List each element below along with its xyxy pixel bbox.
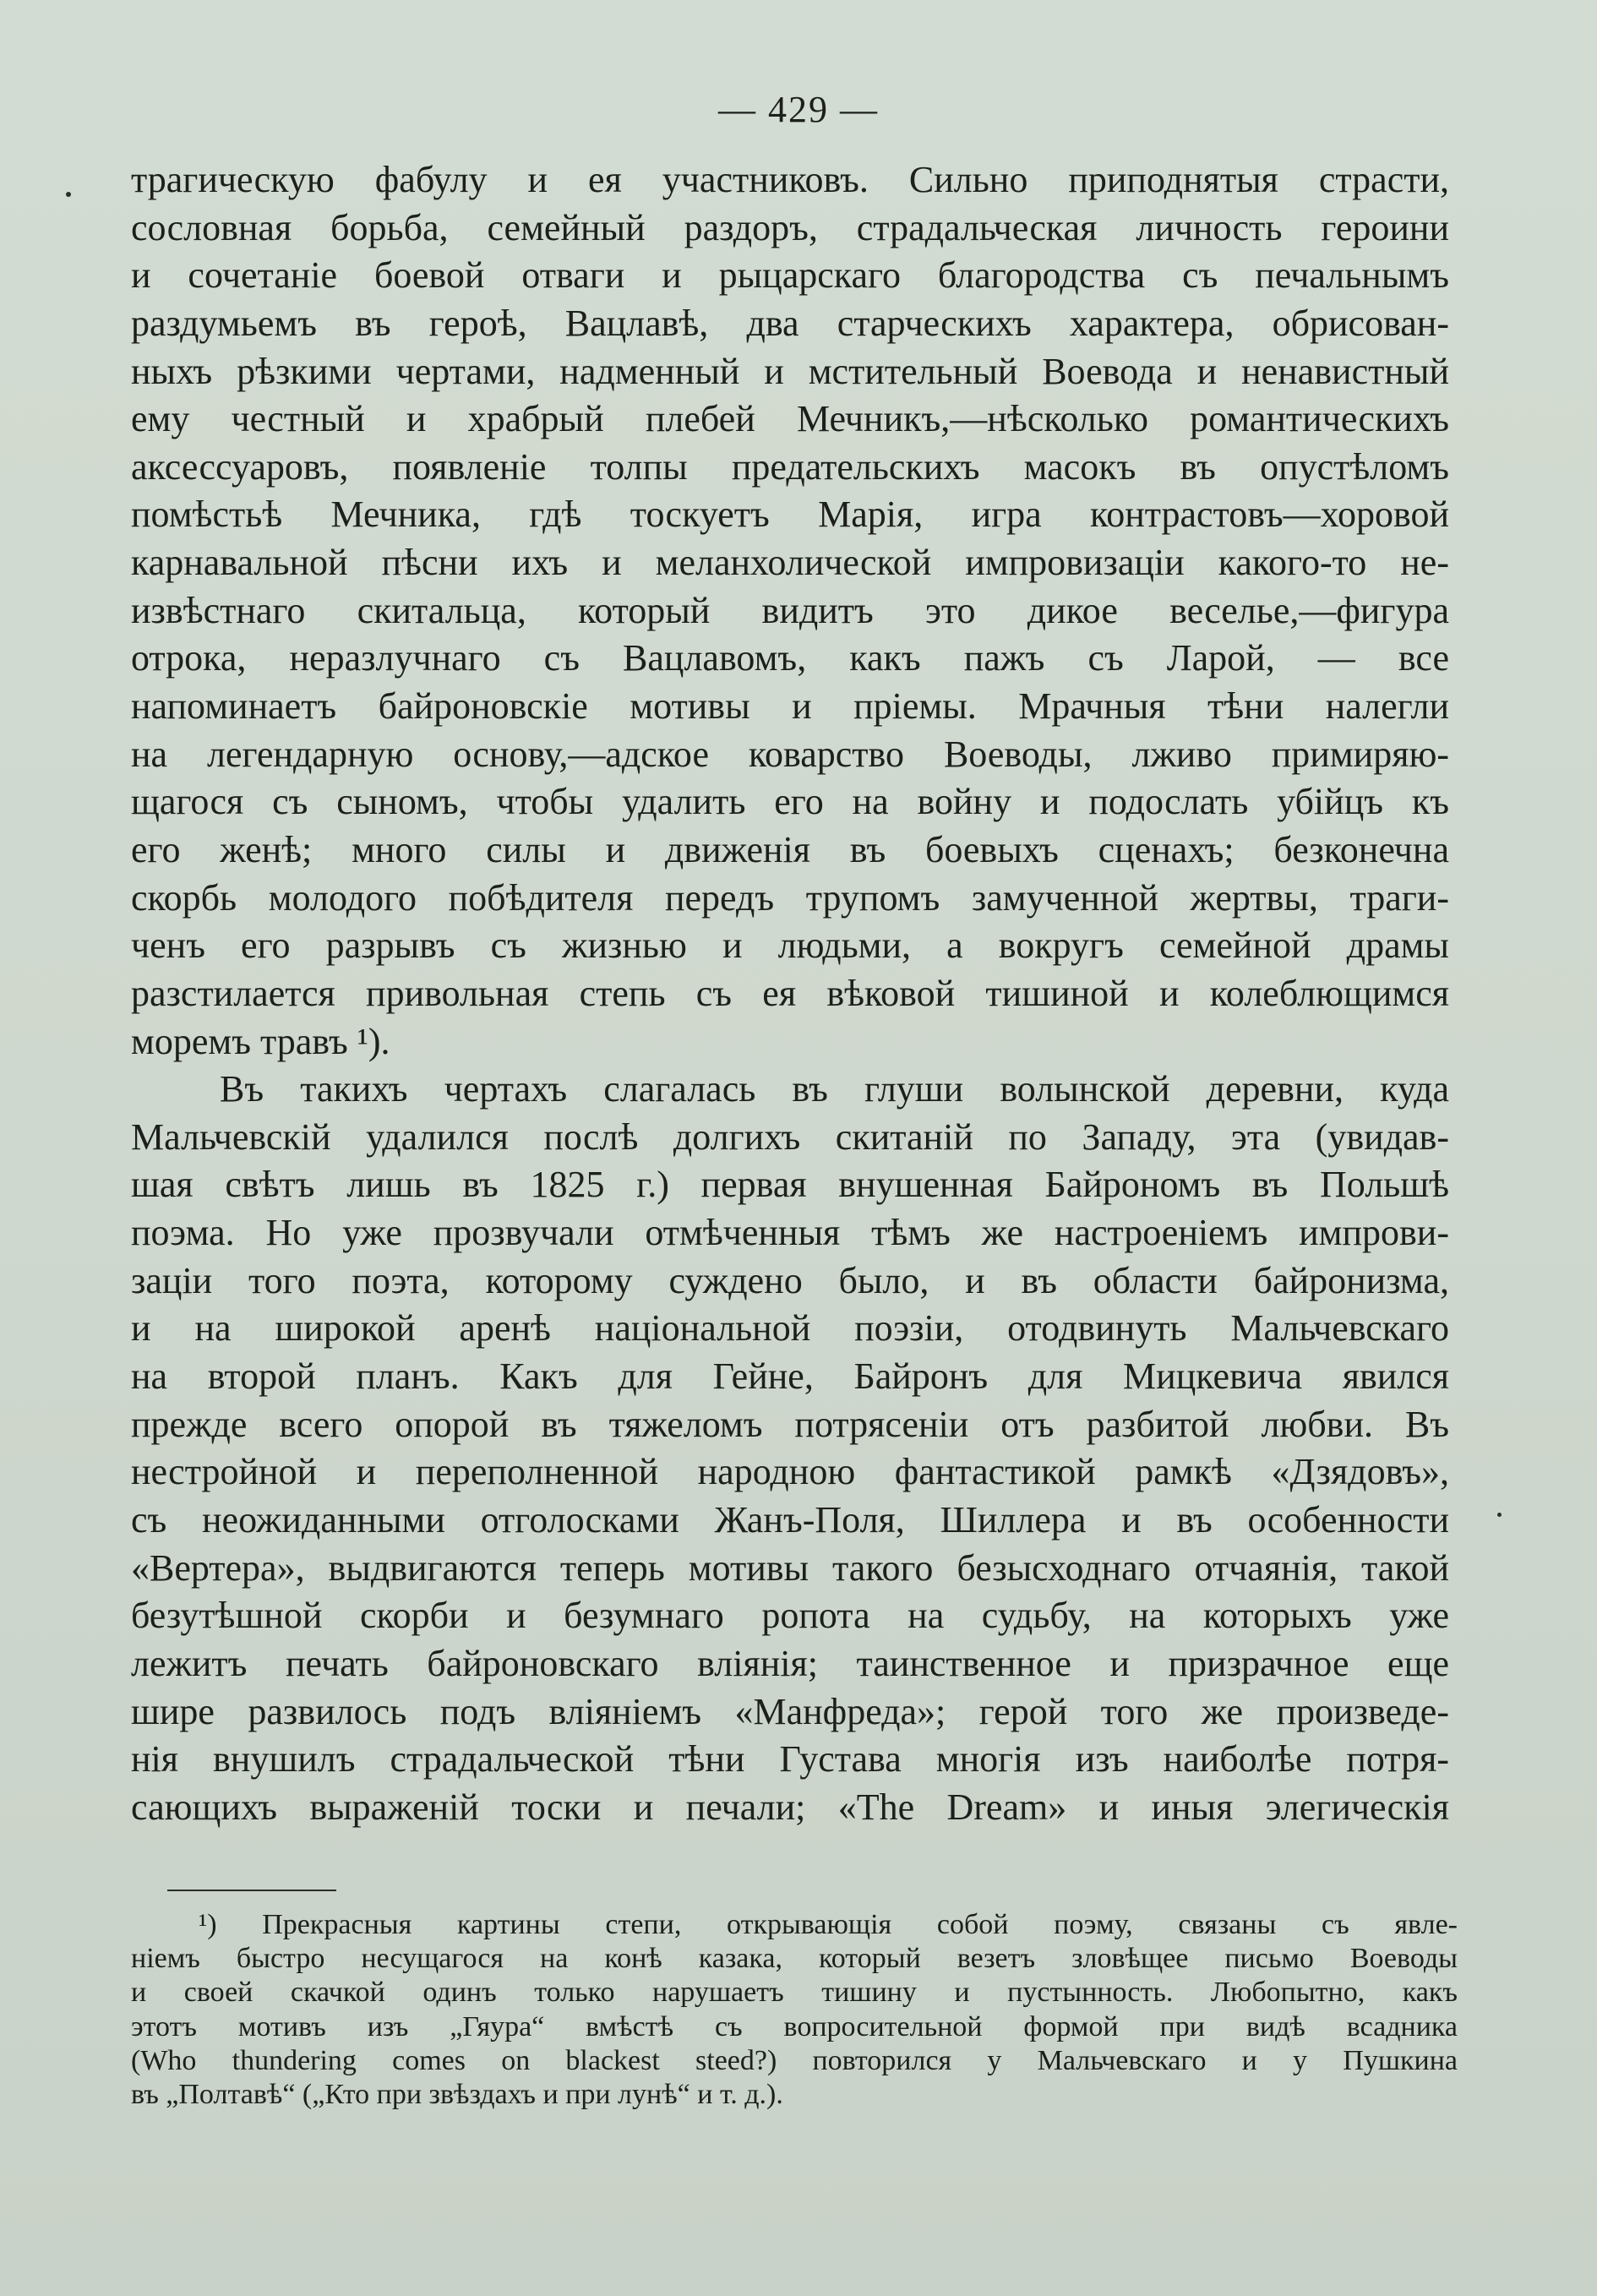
text-line: «Вертера», выдвигаются теперь мотивы такого безысходнаго отчаянія, такой bbox=[131, 1546, 1449, 1589]
text-line: нестройной и переполненной народною фантастикой рамкѣ «Дзядовъ», bbox=[131, 1451, 1449, 1493]
text-line: безутѣшной скорби и безумнаго ропота на судьбу, на которыхъ уже bbox=[131, 1595, 1449, 1637]
footnote bbox=[131, 1908, 1458, 2112]
text-line: отрока, неразлучнаго съ Вацлавомъ, какъ пажъ съ Ларой, — все bbox=[131, 637, 1449, 679]
text-line: ченъ его разрывъ съ жизнью и людьми, а вокругъ семейной драмы bbox=[131, 924, 1449, 967]
page-number: — 429 — bbox=[718, 89, 879, 130]
text-line: напоминаетъ байроновскіе мотивы и пріемы. Мрачныя тѣни налегли bbox=[131, 685, 1449, 728]
text-line: и на широкой аренѣ національной поэзіи, отодвинуть Мальчевскаго bbox=[131, 1307, 1449, 1350]
text-line: его женѣ; много силы и движенія въ боевыхъ сценахъ; безконечна bbox=[131, 828, 1449, 870]
text-line: сословная борьба, семейный раздоръ, страдальческая личность героини bbox=[131, 206, 1449, 248]
paragraph-end-line: моремъ травъ ¹). bbox=[131, 1020, 390, 1062]
text-line: аксессуаровъ, появленіе толпы предательскихъ масокъ въ опустѣломъ bbox=[131, 445, 1449, 488]
text-line: нія внушилъ страдальческой тѣни Густава многія изъ наиболѣе потря- bbox=[131, 1738, 1449, 1781]
text-line: щагося съ сыномъ, чтобы удалить его на войну и подослать убійцъ къ bbox=[131, 781, 1449, 823]
text-line: скорбь молодого побѣдителя передъ трупомъ замученной жертвы, траги- bbox=[131, 876, 1449, 919]
footnote-line: и своей скачкой одинъ только нарушаетъ тишину и пустынность. Любопытно, какъ bbox=[131, 1977, 1458, 2009]
text-line: ему честный и храбрый плебей Мечникъ,—нѣсколько романтическихъ bbox=[131, 398, 1449, 440]
ink-speck bbox=[66, 192, 71, 197]
footnote-separator bbox=[167, 1890, 336, 1891]
text-line: ныхъ рѣзкими чертами, надменный и мстительный Воевода и ненавистный bbox=[131, 350, 1449, 392]
text-line: трагическую фабулу и ея участниковъ. Сильно приподнятыя страсти, bbox=[131, 159, 1449, 200]
text-line: шая свѣтъ лишь въ 1825 г.) первая внушенная Байрономъ въ Польшѣ bbox=[131, 1164, 1449, 1206]
ink-speck bbox=[1497, 1513, 1502, 1517]
text-line: съ неожиданными отголосками Жанъ-Поля, Шиллера и въ особенности bbox=[131, 1498, 1449, 1541]
text-line: поэма. Но уже прозвучали отмѣченныя тѣмъ же настроеніемъ импрови- bbox=[131, 1212, 1449, 1254]
text-line: извѣстнаго скитальца, который видитъ это дикое веселье,—фигура bbox=[131, 589, 1449, 631]
text-line: помѣстьѣ Мечника, гдѣ тоскуетъ Марія, игра контрастовъ—хоровой bbox=[131, 494, 1449, 536]
footnote-line: ¹) Прекрасныя картины степи, открывающія собой поэму, связаны съ явле- bbox=[199, 1909, 1458, 1940]
footnote-line: ніемъ быстро несущагося на конѣ казака, который везетъ зловѣщее письмо Воеводы bbox=[131, 1943, 1458, 1975]
text-line: на легендарную основу,—адское коварство Воеводы, лживо примиряю- bbox=[131, 733, 1449, 775]
text-line: шире развилось подъ вліяніемъ «Манфреда»; герой того же произведе- bbox=[131, 1690, 1449, 1732]
text-line: и сочетаніе боевой отваги и рыцарскаго благородства съ печальнымъ bbox=[131, 254, 1449, 297]
text-line: прежде всего опорой въ тяжеломъ потрясеніи отъ разбитой любви. Въ bbox=[131, 1403, 1449, 1445]
text-line: разстилается привольная степь съ ея вѣковой тишиной и колеблющимся bbox=[131, 972, 1449, 1014]
footnote-line: этотъ мотивъ изъ „Гяура“ вмѣстѣ съ вопросительной формой при видѣ всадника bbox=[131, 2010, 1458, 2042]
text-line: заціи того поэта, которому суждено было, и въ области байронизма, bbox=[131, 1259, 1449, 1301]
text-line: лежитъ печать байроновскаго вліянія; таинственное и призрачное еще bbox=[131, 1642, 1449, 1684]
text-line: раздумьемъ въ героѣ, Вацлавѣ, два старческихъ характера, обрисован- bbox=[131, 302, 1449, 344]
text-line: сающихъ выраженій тоски и печали; «The Dream» и иныя элегическія bbox=[131, 1786, 1449, 1828]
paragraph-first-line: Въ такихъ чертахъ слагалась въ глуши волынской деревни, куда bbox=[220, 1068, 1449, 1110]
footnote-line: (Who thundering comes on blackest steed?) повторился у Мальчевскаго и у Пушкина bbox=[131, 2044, 1458, 2076]
text-line: Мальчевскій удалился послѣ долгихъ скитаній по Западу, эта (увидав- bbox=[131, 1115, 1449, 1158]
footnote-line: въ „Полтавѣ“ („Кто при звѣздахъ и при лунѣ“ и т. д.). bbox=[131, 2078, 783, 2110]
text-line: на второй планъ. Какъ для Гейне, Байронъ для Мицкевича явился bbox=[131, 1355, 1449, 1398]
body-text bbox=[131, 156, 1449, 1831]
text-line: карнавальной пѣсни ихъ и меланхолической импровизаціи какого-то не- bbox=[131, 542, 1449, 584]
